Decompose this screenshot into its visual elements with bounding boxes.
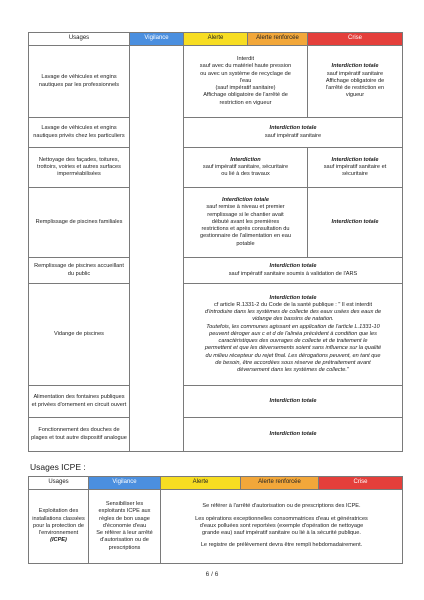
table-row — [29, 118, 403, 148]
header-vigilance: Vigilance — [130, 33, 184, 46]
usage-cell: Fonctionnement des douches de plages et tout autre dispositif analogue — [29, 418, 130, 452]
text-line: sauf impératif sanitaire et — [323, 163, 387, 170]
text-line: prescriptions — [108, 544, 141, 551]
alerte-cell — [184, 148, 308, 188]
text-line: d'introduire dans les systèmes de collecte des eaux usées des eaux de — [204, 309, 382, 316]
text-line: Affichage obligatoire de — [325, 77, 385, 84]
text-line: Le registre de prélèvement devra être rempli hebdomadairement. — [200, 542, 363, 549]
interdiction-title: Interdiction totale — [331, 156, 379, 163]
text-line: du milieu récepteur du rejet final. Les dérogations peuvent, en tant que — [205, 352, 381, 359]
text-line: sauf impératif sanitaire, sécuritaire — [202, 163, 289, 170]
text-line: l'eau — [239, 77, 252, 84]
restriction-cell — [184, 118, 403, 148]
header-usages: Usages — [29, 33, 130, 46]
usage-cell: Remplissage de piscines familiales — [29, 188, 130, 258]
interdiction-title: Interdiction totale — [269, 430, 317, 437]
table-row — [29, 386, 403, 418]
header-usages: Usages — [29, 477, 89, 490]
header-alerte-renforcee: Alerte renforcée — [248, 33, 308, 46]
vigilance-empty-cell — [130, 46, 184, 452]
text-line: vidange des bassins de natation. — [252, 316, 334, 323]
restrictions-table-container — [28, 32, 402, 452]
table-row — [29, 148, 403, 188]
text-line: Interdit — [236, 56, 255, 63]
text-line: Exploitation des — [38, 508, 79, 515]
text-line: d'autorisation ou de — [100, 537, 149, 544]
text-line: gestionnaire de l'alimentation en eau — [200, 233, 291, 240]
interdiction-title: Interdiction totale — [331, 63, 379, 70]
interdiction-title: Interdiction totale — [331, 218, 379, 225]
page-number: 6 / 6 — [205, 571, 219, 578]
interdiction-title: Interdiction — [230, 156, 261, 163]
restriction-cell — [184, 284, 403, 386]
text-line: Se référer à l'arrêté d'autorisation ou de prescriptions des ICPE. — [202, 503, 361, 510]
text-line: ou avec un système de recyclage de — [200, 70, 291, 77]
text-line: pour la protection de — [33, 522, 84, 529]
header-crise: Crise — [308, 33, 403, 46]
usage-cell: Lavage de véhicules et engins nautiques par les professionnels — [29, 46, 130, 118]
crise-cell — [308, 188, 403, 258]
text-line: Affichage obligatoire de l'arrêté de — [203, 92, 288, 99]
restriction-cell — [161, 490, 403, 564]
text-line: grande eau) sauf impératif sanitaire ou lié à la sécurité publique. — [202, 530, 361, 537]
table-row — [29, 284, 403, 386]
icpe-tag: (ICPE) — [50, 537, 67, 544]
text-line: débuté avant les premières — [211, 218, 280, 225]
interdiction-title: Interdiction totale — [269, 294, 317, 301]
table-row — [29, 188, 403, 258]
text-line: sauf impératif sanitaire — [264, 132, 322, 139]
crise-cell — [308, 46, 403, 118]
text-line: exploitants ICPE aux — [98, 508, 151, 515]
usage-cell: Vidange de piscines — [29, 284, 130, 386]
text-line: vigueur — [345, 92, 365, 99]
restriction-cell — [184, 418, 403, 452]
text-line: sécuritaire — [342, 171, 368, 178]
table-row — [29, 490, 403, 564]
text-line: de besoin, être accordées sous réserve de prétraitement avant — [215, 359, 371, 366]
text-line: installations classées — [32, 515, 85, 522]
text-line: d'eaux polluées sont reportées (exemple d'opération de nettoyage — [199, 522, 364, 529]
text-line: ou lié à des travaux — [221, 171, 270, 178]
usage-cell: Remplissage de piscines accueillant du public — [29, 258, 130, 284]
usage-cell: Lavage de véhicules et engins nautiques privés chez les particuliers — [29, 118, 130, 148]
icpe-section-title: Usages ICPE : — [30, 462, 86, 472]
restriction-cell — [184, 386, 403, 418]
text-line: restrictions et après consultation du — [201, 226, 290, 233]
text-line: potable — [236, 240, 255, 247]
text-line: sauf impératif sanitaire soumis à validation de l'ARS — [228, 270, 358, 277]
text-line: l'arrêté de restriction en — [325, 85, 385, 92]
text-line: d'économie d'eau — [102, 522, 147, 529]
text-line: sauf impératif sanitaire — [326, 70, 384, 77]
text-line: (sauf impératif sanitaire) — [215, 85, 276, 92]
text-line: restriction en vigueur — [219, 99, 272, 106]
vigilance-cell — [89, 490, 161, 564]
text-line: permettent et que les déversements soient sans influence sur la qualité — [204, 345, 382, 352]
text-line: règles de bon usage — [99, 515, 150, 522]
alerte-cell — [184, 46, 308, 118]
icpe-table-container — [28, 476, 402, 564]
text-line: remplissage si le chantier avait — [207, 211, 284, 218]
text-line: l'environnement — [38, 530, 79, 537]
header-alerte-renforcee: Alerte renforcée — [241, 477, 319, 490]
text-line: caractéristiques des ouvrages de collecte et de traitement le — [218, 338, 368, 345]
table-row — [29, 46, 403, 118]
table-header-row — [29, 33, 403, 46]
usages-restrictions-table — [28, 32, 403, 452]
text-line: Les opérations exceptionnelles consommatrices d'eau et génératrices — [195, 515, 368, 522]
table-row — [29, 418, 403, 452]
interdiction-title: Interdiction totale — [269, 263, 317, 270]
table-row — [29, 258, 403, 284]
interdiction-title: Interdiction totale — [222, 197, 269, 204]
usage-cell: Nettoyage des façades, toitures, trottoirs, voiries et autres surfaces imperméabilisées — [29, 148, 130, 188]
interdiction-title: Interdiction totale — [269, 397, 317, 404]
header-crise: Crise — [319, 477, 403, 490]
text-line: Toutefois, les communes agissant en application de l'article L.1331-10 — [206, 323, 380, 330]
icpe-table — [28, 476, 403, 564]
usage-cell — [29, 490, 89, 564]
text-line: peuvent déroger aux c et d de l'alinéa précédent à condition que les — [209, 330, 377, 337]
alerte-cell — [184, 188, 308, 258]
text-line: Se référer à leur arrêté — [96, 530, 153, 537]
table-header-row — [29, 477, 403, 490]
text-line: Sensibiliser les — [105, 501, 144, 508]
interdiction-title: Interdiction totale — [269, 125, 317, 132]
text-line: sauf avec du matériel haute pression — [199, 63, 292, 70]
restriction-cell — [184, 258, 403, 284]
crise-cell — [308, 148, 403, 188]
header-alerte: Alerte — [161, 477, 241, 490]
header-vigilance: Vigilance — [89, 477, 161, 490]
text-line: cf article R.1331-2 du Code de la santé publique : " Il est interdit — [213, 301, 373, 308]
text-line: sauf remise à niveau et premier — [206, 204, 285, 211]
header-alerte: Alerte — [184, 33, 248, 46]
usage-cell: Alimentation des fontaines publiques et privées d'ornement en circuit ouvert — [29, 386, 130, 418]
text-line: déversement dans les systèmes de collecte." — [237, 367, 349, 374]
